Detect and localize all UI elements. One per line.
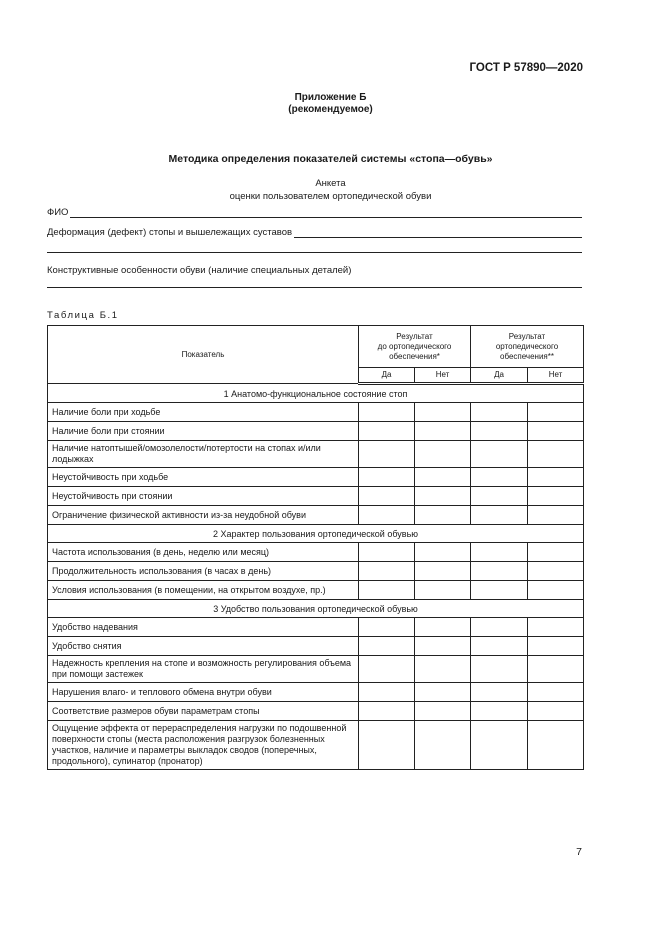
indicator-cell: Продолжительность использования (в часах в день)	[48, 562, 359, 581]
header-after-yes: Да	[471, 368, 528, 384]
table-row	[48, 581, 584, 600]
deformation-underline	[294, 228, 582, 238]
table-row	[48, 618, 584, 637]
answer-cell-after-no[interactable]	[528, 683, 584, 702]
answer-cell-after-yes[interactable]	[471, 441, 528, 468]
answer-cell-after-no[interactable]	[528, 441, 584, 468]
fio-underline	[70, 208, 582, 218]
answer-cell-after-no[interactable]	[528, 618, 584, 637]
header-after	[471, 326, 584, 368]
answer-cell-after-no[interactable]	[528, 422, 584, 441]
answer-cell-before-no[interactable]	[415, 683, 471, 702]
answer-cell-before-yes[interactable]	[359, 506, 415, 525]
answer-cell-after-yes[interactable]	[471, 422, 528, 441]
answer-cell-before-yes[interactable]	[359, 581, 415, 600]
table-row	[48, 683, 584, 702]
answer-cell-before-yes[interactable]	[359, 543, 415, 562]
answer-cell-before-no[interactable]	[415, 487, 471, 506]
indicator-cell: Частота использования (в день, неделю или месяц)	[48, 543, 359, 562]
answer-cell-after-yes[interactable]	[471, 721, 528, 770]
answer-cell-before-no[interactable]	[415, 468, 471, 487]
answer-cell-before-no[interactable]	[415, 721, 471, 770]
answer-cell-before-yes[interactable]	[359, 721, 415, 770]
indicator-cell: Неустойчивость при стоянии	[48, 487, 359, 506]
answer-cell-before-no[interactable]	[415, 581, 471, 600]
answer-cell-after-no[interactable]	[528, 506, 584, 525]
appendix-title: Приложение Б	[294, 92, 367, 103]
answer-cell-before-yes[interactable]	[359, 637, 415, 656]
questionnaire-title: Анкета	[315, 178, 346, 189]
fio-label: ФИО	[47, 207, 69, 218]
answer-cell-before-yes[interactable]	[359, 656, 415, 683]
section-row	[48, 600, 584, 618]
questionnaire-subtitle: оценки пользователем ортопедической обуви	[229, 191, 432, 202]
answer-cell-after-yes[interactable]	[471, 656, 528, 683]
deformation-label: Деформация (дефект) стопы и вышележащих суставов	[47, 227, 293, 238]
answer-cell-after-no[interactable]	[528, 543, 584, 562]
header-before-yes: Да	[359, 368, 415, 384]
table-row	[48, 487, 584, 506]
answer-cell-after-yes[interactable]	[471, 702, 528, 721]
indicator-cell: Соответствие размеров обуви параметрам стопы	[48, 702, 359, 721]
answer-cell-before-no[interactable]	[415, 422, 471, 441]
answer-cell-before-no[interactable]	[415, 562, 471, 581]
answer-cell-after-yes[interactable]	[471, 581, 528, 600]
header-after-line3: обеспечения**	[500, 351, 554, 361]
table-row	[48, 422, 584, 441]
deformation-field[interactable]	[47, 225, 582, 238]
answer-cell-after-yes[interactable]	[471, 506, 528, 525]
indicator-cell: Ограничение физической активности из-за неудобной обуви	[48, 506, 359, 525]
header-after-line1: Результат	[508, 331, 546, 341]
page-number: 7	[576, 846, 582, 858]
table-row	[48, 543, 584, 562]
answer-cell-before-yes[interactable]	[359, 702, 415, 721]
table-row	[48, 441, 584, 468]
indicator-cell: Наличие натоптышей/омозолелости/потертости на стопах и/или лодыжках	[48, 441, 359, 468]
design-field[interactable]	[47, 263, 582, 276]
answer-cell-before-yes[interactable]	[359, 618, 415, 637]
answer-cell-before-no[interactable]	[415, 441, 471, 468]
table-row	[48, 562, 584, 581]
answer-cell-after-yes[interactable]	[471, 468, 528, 487]
section-row	[48, 384, 584, 403]
header-indicator: Показатель	[48, 326, 359, 384]
answer-cell-after-no[interactable]	[528, 468, 584, 487]
answer-cell-before-yes[interactable]	[359, 683, 415, 702]
indicator-cell: Ощущение эффекта от перераспределения нагрузки по подошвенной поверхности стопы (места расположения разгрузок болезненных участков, наличие и параметры выкладок сводов (поперечных, продольного), супинатор (пронатор)	[48, 721, 359, 770]
header-after-line2: ортопедического	[495, 341, 559, 351]
indicator-cell: Удобство снятия	[48, 637, 359, 656]
header-before-line3: обеспечения*	[389, 351, 440, 361]
questionnaire-heading	[0, 177, 661, 203]
table-row	[48, 403, 584, 422]
answer-cell-after-yes[interactable]	[471, 543, 528, 562]
answer-cell-after-yes[interactable]	[471, 487, 528, 506]
design-label: Конструктивные особенности обуви (наличие специальных деталей)	[47, 265, 352, 276]
table-row	[48, 702, 584, 721]
answer-cell-before-yes[interactable]	[359, 403, 415, 422]
answer-cell-after-yes[interactable]	[471, 562, 528, 581]
indicator-cell: Нарушения влаго- и теплового обмена внутри обуви	[48, 683, 359, 702]
assessment-table	[47, 325, 584, 770]
indicator-cell: Неустойчивость при ходьбе	[48, 468, 359, 487]
answer-cell-after-yes[interactable]	[471, 618, 528, 637]
answer-cell-after-no[interactable]	[528, 581, 584, 600]
indicator-cell: Наличие боли при ходьбе	[48, 403, 359, 422]
answer-cell-after-no[interactable]	[528, 403, 584, 422]
answer-cell-after-yes[interactable]	[471, 403, 528, 422]
answer-cell-before-no[interactable]	[415, 702, 471, 721]
answer-cell-before-yes[interactable]	[359, 468, 415, 487]
table-row	[48, 656, 584, 683]
answer-cell-before-yes[interactable]	[359, 441, 415, 468]
answer-cell-after-no[interactable]	[528, 702, 584, 721]
answer-cell-before-no[interactable]	[415, 618, 471, 637]
table-row	[48, 721, 584, 770]
answer-cell-before-no[interactable]	[415, 656, 471, 683]
section-title: 3 Удобство пользования ортопедической обувью	[48, 600, 584, 618]
header-before-line1: Результат	[396, 331, 433, 341]
header-before	[359, 326, 471, 368]
answer-cell-before-yes[interactable]	[359, 422, 415, 441]
answer-cell-after-yes[interactable]	[471, 683, 528, 702]
header-before-line2: до ортопедического	[377, 341, 452, 351]
deformation-extra-line	[47, 252, 582, 253]
answer-cell-before-yes[interactable]	[359, 562, 415, 581]
table-header-row	[48, 326, 584, 368]
header-after-no: Нет	[528, 368, 584, 384]
answer-cell-after-no[interactable]	[528, 487, 584, 506]
answer-cell-after-yes[interactable]	[471, 637, 528, 656]
header-before-no: Нет	[415, 368, 471, 384]
design-line	[47, 287, 582, 288]
standard-number: ГОСТ Р 57890—2020	[469, 62, 583, 74]
table-row	[48, 468, 584, 487]
section-title: 2 Характер пользования ортопедической обувью	[48, 525, 584, 543]
section-row	[48, 525, 584, 543]
indicator-cell: Удобство надевания	[48, 618, 359, 637]
table-row	[48, 637, 584, 656]
indicator-cell: Наличие боли при стоянии	[48, 422, 359, 441]
indicator-cell: Условия использования (в помещении, на открытом воздухе, пр.)	[48, 581, 359, 600]
answer-cell-after-no[interactable]	[528, 562, 584, 581]
indicator-cell: Надежность крепления на стопе и возможность регулирования объема при помощи застежек	[48, 656, 359, 683]
answer-cell-before-no[interactable]	[415, 506, 471, 525]
answer-cell-after-no[interactable]	[528, 721, 584, 770]
appendix-subtitle: (рекомендуемое)	[288, 104, 373, 115]
appendix-heading	[0, 92, 661, 116]
answer-cell-before-no[interactable]	[415, 543, 471, 562]
table-row	[48, 506, 584, 525]
answer-cell-before-yes[interactable]	[359, 487, 415, 506]
table-caption: Таблица Б.1	[47, 310, 119, 321]
answer-cell-after-no[interactable]	[528, 637, 584, 656]
answer-cell-before-no[interactable]	[415, 403, 471, 422]
answer-cell-after-no[interactable]	[528, 656, 584, 683]
method-title: Методика определения показателей системы «стопа—обувь»	[168, 153, 493, 165]
answer-cell-before-no[interactable]	[415, 637, 471, 656]
fio-field[interactable]	[47, 205, 582, 218]
section-title: 1 Анатомо-функциональное состояние стоп	[48, 384, 584, 403]
